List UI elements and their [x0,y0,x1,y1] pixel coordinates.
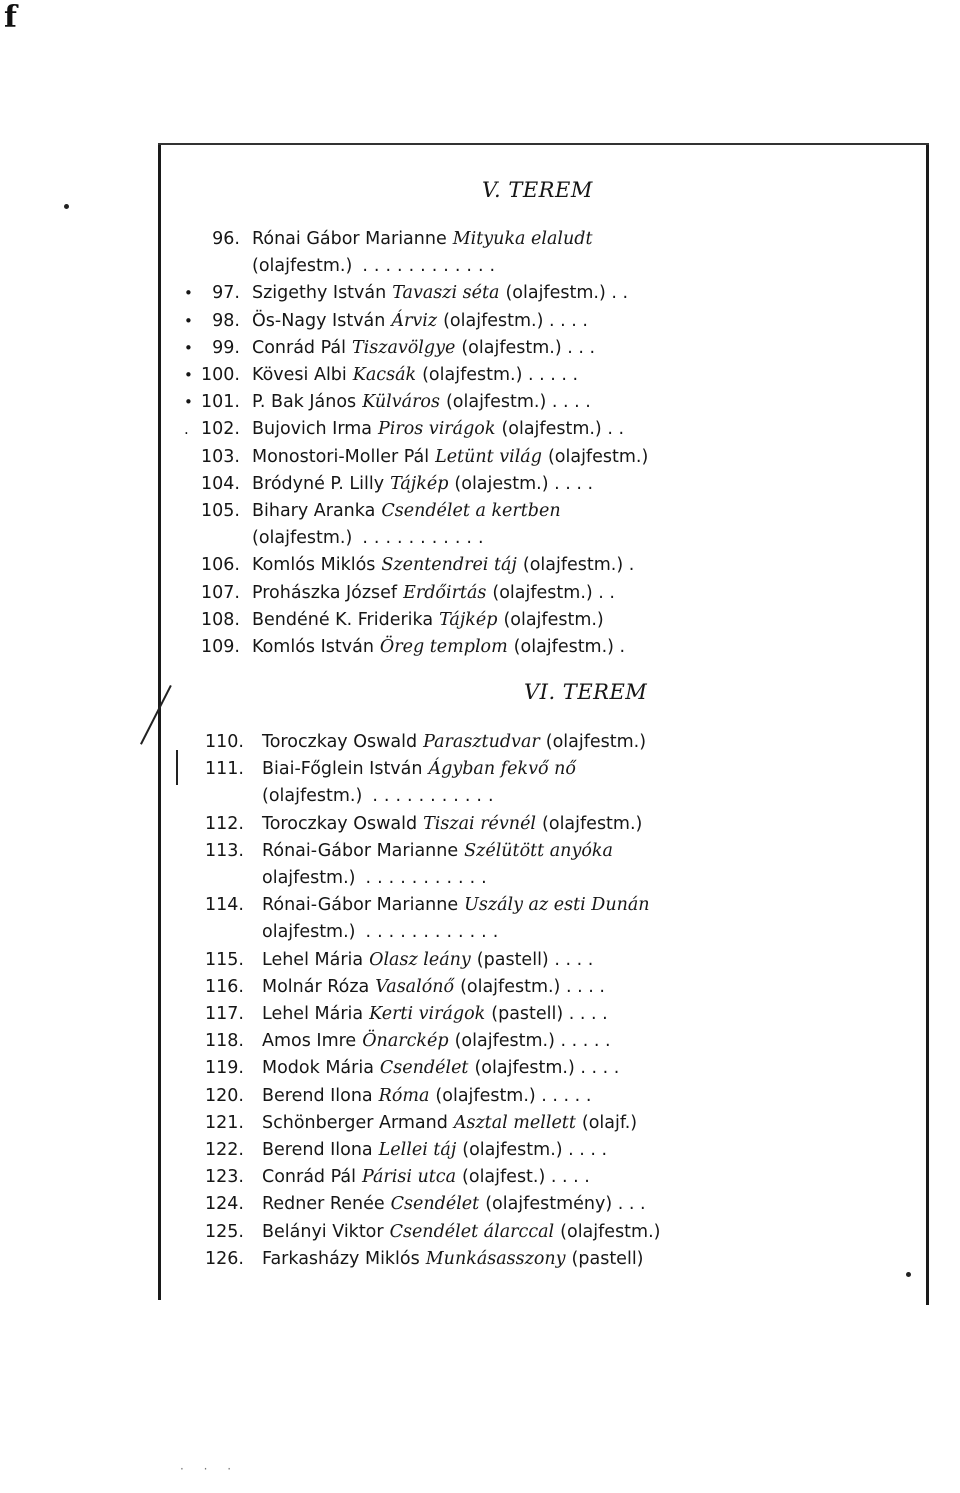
entry-text [262,1110,637,1137]
artwork-medium: (olajfestm.) [252,528,353,549]
artwork-title: Kerti virágok [369,1004,486,1024]
entry-text [252,471,593,498]
artwork-medium: (olajestm.) . . . . [454,473,594,494]
artwork-medium: (olajfestm.) [560,1221,661,1242]
artist-name: P. Bak János [252,392,357,413]
entry-text [252,498,561,525]
artist-name: Belányi Viktor [262,1221,384,1242]
entry-text [252,335,595,362]
artist-name: Conrád Pál [262,1167,356,1188]
artist-name: Rónai-Gábor Marianne [262,840,459,861]
entry-text [262,1191,646,1218]
artwork-title: Erdőirtás [403,582,487,603]
artwork-title: Piros virágok [377,419,496,440]
entry-text [262,974,605,1001]
artwork-title: Párisi utca [361,1167,457,1188]
entry-number: 125. [205,1221,244,1242]
entry-number: 119. [205,1058,244,1079]
artwork-title: Tiszavölgye [351,337,456,358]
entry-number: 99. [212,337,240,358]
artwork-medium: (olajfestm.) . . [505,283,629,304]
artist-name: Lehel Mária [262,1004,364,1024]
catalogue-entry [0,634,960,661]
artwork-title: Lellei táj [378,1140,457,1160]
catalogue-entry [0,1055,960,1082]
catalogue-entry [0,1110,960,1137]
artwork-medium: (olajfestm.) . . . . [443,310,588,331]
margin-mark: • [184,284,193,303]
artwork-medium: (olajfestm.) . . . . [462,1140,608,1160]
entry-continuation [262,783,500,810]
artwork-medium: (olajfestm.) . . [501,419,625,440]
margin-mark: • [184,338,193,357]
entry-number: 106. [201,555,240,576]
catalogue-entry [0,1219,960,1246]
catalogue-entry [0,1137,960,1164]
entry-number: 122. [205,1140,244,1160]
entry-text [262,1164,590,1191]
catalogue-entry [0,1164,960,1191]
artwork-title: Öreg templom [379,637,508,657]
entry-text [252,607,604,634]
margin-mark: • [184,366,193,384]
entry-number: 117. [205,1004,244,1024]
artwork-medium: (olajfestm.) . . . . . [454,1031,611,1052]
artist-name: Rónai Gábor Marianne [252,229,447,249]
artist-name: Modok Mária [262,1058,374,1079]
entry-continuation [252,253,501,280]
artwork-medium: (olajfestmény) . . . [485,1194,646,1215]
entry-text [262,1055,619,1082]
artwork-title: Külváros [362,392,440,413]
entry-text [262,838,613,865]
entry-text [262,1028,611,1055]
artist-name: Bendéné K. Friderika [252,609,434,630]
artist-name: Toroczkay Oswald [262,732,418,752]
artwork-medium: (olajfestm.) . . . . . [422,365,579,385]
artwork-title: Uszály az esti Dunán [464,895,650,916]
catalogue-entry [0,838,960,892]
artwork-medium: (olajf.) [581,1112,638,1133]
artist-name: Amos Imre [262,1031,357,1052]
artist-name: Conrád Pál [252,337,346,358]
artwork-medium: (olajfestm.) [545,732,647,752]
artwork-title: Tiszai révnél [423,813,537,834]
artwork-medium: (olajfestm.) . . . . . [435,1085,592,1106]
entry-text [262,1219,660,1246]
catalogue-entry [0,498,960,552]
entry-text [262,892,650,919]
entry-number: 107. [201,582,240,603]
artwork-title: Csendélet [390,1194,480,1215]
artwork-medium: (olajfestm.) [542,813,643,834]
artwork-medium: olajfestm.) [262,922,356,943]
entry-number: 114. [205,895,244,916]
artwork-medium: (olajfestm.) [252,256,353,277]
artwork-title: Parasztudvar [423,732,540,752]
catalogue-entry [0,362,960,389]
artwork-title: Ágyban fekvő nő [428,759,576,780]
artwork-medium: (pastell) . . . . [476,949,594,970]
catalogue-entry [0,471,960,498]
artist-name: Kövesi Albi [252,365,347,385]
artist-name: Rónai-Gábor Marianne [262,895,459,916]
artist-name: Lehel Mária [262,949,364,970]
catalogue-entry [0,607,960,634]
artwork-title: Munkásasszony [425,1248,566,1269]
artwork-title: Tavaszi séta [392,283,500,304]
artist-name: Komlós István [252,637,374,657]
entry-text [252,416,624,443]
entry-number: 115. [205,949,244,970]
entry-text [252,362,578,389]
catalogue-entry [0,444,960,471]
catalogue-entry [0,1083,960,1110]
artwork-medium: (olajfestm.) [262,786,363,807]
entry-number: 98. [212,310,240,331]
margin-mark: • [184,311,193,330]
artwork-title: Letünt világ [435,446,542,467]
entry-number: 97. [212,283,240,304]
entry-number: 120. [205,1085,244,1106]
stray-dot [64,204,69,209]
entry-continuation [262,919,504,946]
entry-number: 121. [205,1112,244,1133]
entry-number: 111. [205,759,244,780]
artwork-medium: (olajfestm.) . . [492,582,615,603]
catalogue-entry [0,1001,960,1028]
section-title: V. TEREM [482,178,593,202]
catalogue-entry [0,308,960,335]
artist-name: Molnár Róza [262,976,370,997]
artwork-title: Csendélet [379,1058,469,1079]
artist-name: Schönberger Armand [262,1112,448,1133]
artwork-title: Róma [378,1085,430,1106]
entry-text [252,389,591,416]
artist-name: Bujovich Irma [252,419,372,440]
artwork-medium: olajfestm.) [262,867,356,888]
artwork-title: Önarckép [362,1031,449,1052]
entry-number: 109. [201,637,240,657]
artwork-title: Csendélet a kertben [381,501,561,521]
catalogue-entry [0,892,960,946]
catalogue-entry [0,416,960,443]
entry-text [252,580,615,607]
artwork-title: Árviz [391,310,438,331]
entry-text [252,444,648,471]
entry-number: 102. [201,419,240,440]
catalogue-entry [0,947,960,974]
catalogue-entry [0,335,960,362]
artwork-title: Kacsák [352,365,417,385]
entry-number: 96. [212,229,240,249]
entry-text [262,1137,607,1164]
entry-number: 112. [205,813,244,834]
artwork-medium: (olajfestm.) . . . [461,337,596,358]
entry-number: 110. [205,732,244,752]
entry-number: 113. [205,840,244,861]
artwork-title: Tájkép [390,473,449,494]
entry-number: 104. [201,473,240,494]
artwork-title: Olasz leány [369,949,471,970]
artwork-medium: (olajfestm.) . . . . [460,976,605,997]
entry-text [262,1246,644,1273]
entry-number: 108. [201,609,240,630]
leader-dots: ............ [362,256,502,277]
margin-mark: • [184,393,193,412]
entry-number: 101. [201,392,240,413]
artist-name: Farkasházy Miklós [262,1248,420,1269]
artwork-medium: (olajfestm.) . [522,555,635,576]
catalogue-entry [0,1028,960,1055]
artist-name: Berend Ilona [262,1140,373,1160]
artwork-medium: (olajfestm.) . . . . [474,1058,620,1079]
artwork-title: Csendélet álarccal [389,1221,555,1242]
entry-text [262,756,576,783]
artwork-title: Mityuka elaludt [452,229,593,249]
entry-text [252,280,628,307]
section-title: VI. TEREM [524,680,648,704]
entry-text [252,226,593,253]
leader-dots: ........... [372,786,500,807]
artist-name: Bródyné P. Lilly [252,473,385,494]
artist-name: Szigethy István [252,283,387,304]
artwork-medium: (olajfestm.) . [513,637,626,657]
entry-number: 105. [201,501,240,521]
artist-name: Biai-Főglein István [262,759,423,780]
entry-text [252,634,625,661]
corner-mark: f [4,0,17,35]
entry-continuation [252,525,490,552]
artwork-title: Szélütött anyóka [464,840,613,861]
artwork-title: Tájkép [439,609,498,630]
artwork-medium: (olajfest.) . . . . [462,1167,590,1188]
artist-name: Monostori-Moller Pál [252,446,430,467]
artwork-medium: (pastell) [571,1248,644,1269]
artwork-title: Asztal mellett [453,1112,576,1133]
artist-name: Redner Renée [262,1194,385,1215]
entry-text [262,729,646,756]
catalogue-entry [0,280,960,307]
entry-number: 100. [201,365,240,385]
catalogue-entry [0,811,960,838]
artwork-title: Vasalónő [375,976,455,997]
catalogue-entry [0,756,960,810]
artist-name: Ös-Nagy István [252,310,386,331]
entry-continuation [262,865,493,892]
artist-name: Komlós Miklós [252,555,376,576]
artist-name: Prohászka József [252,582,398,603]
bottom-specks: · · · [180,1462,240,1476]
artist-name: Bihary Aranka [252,501,376,521]
entry-number: 126. [205,1248,244,1269]
leader-dots: ........... [365,867,493,888]
entry-text [252,308,588,335]
artist-name: Berend Ilona [262,1085,373,1106]
entry-number: 103. [201,446,240,467]
artwork-medium: (olajfestm.) [547,446,649,467]
catalogue-entry [0,1246,960,1273]
entry-text [262,1001,608,1028]
catalogue-entry [0,974,960,1001]
artwork-medium: (pastell) . . . . [491,1004,608,1024]
artist-name: Toroczkay Oswald [262,813,418,834]
entry-text [252,552,634,579]
artwork-medium: (olajfestm.) . . . . [445,392,591,413]
catalogue-entry [0,389,960,416]
leader-dots: ............ [365,922,505,943]
entry-number: 116. [205,976,244,997]
artwork-medium: (olajfestm.) [503,609,604,630]
entry-number: 118. [205,1031,244,1052]
catalogue-entry [0,552,960,579]
artwork-title: Szentendrei táj [381,555,517,576]
catalogue-entry [0,580,960,607]
entry-text [262,811,642,838]
frame-top-line [158,143,929,145]
catalogue-entry [0,729,960,756]
leader-dots: ........... [362,528,490,549]
entry-number: 123. [205,1167,244,1188]
catalogue-entry [0,226,960,280]
entry-number: 124. [205,1194,244,1215]
margin-mark: . [184,420,189,439]
catalogue-entry [0,1191,960,1218]
entry-text [262,947,593,974]
entry-text [262,1083,591,1110]
